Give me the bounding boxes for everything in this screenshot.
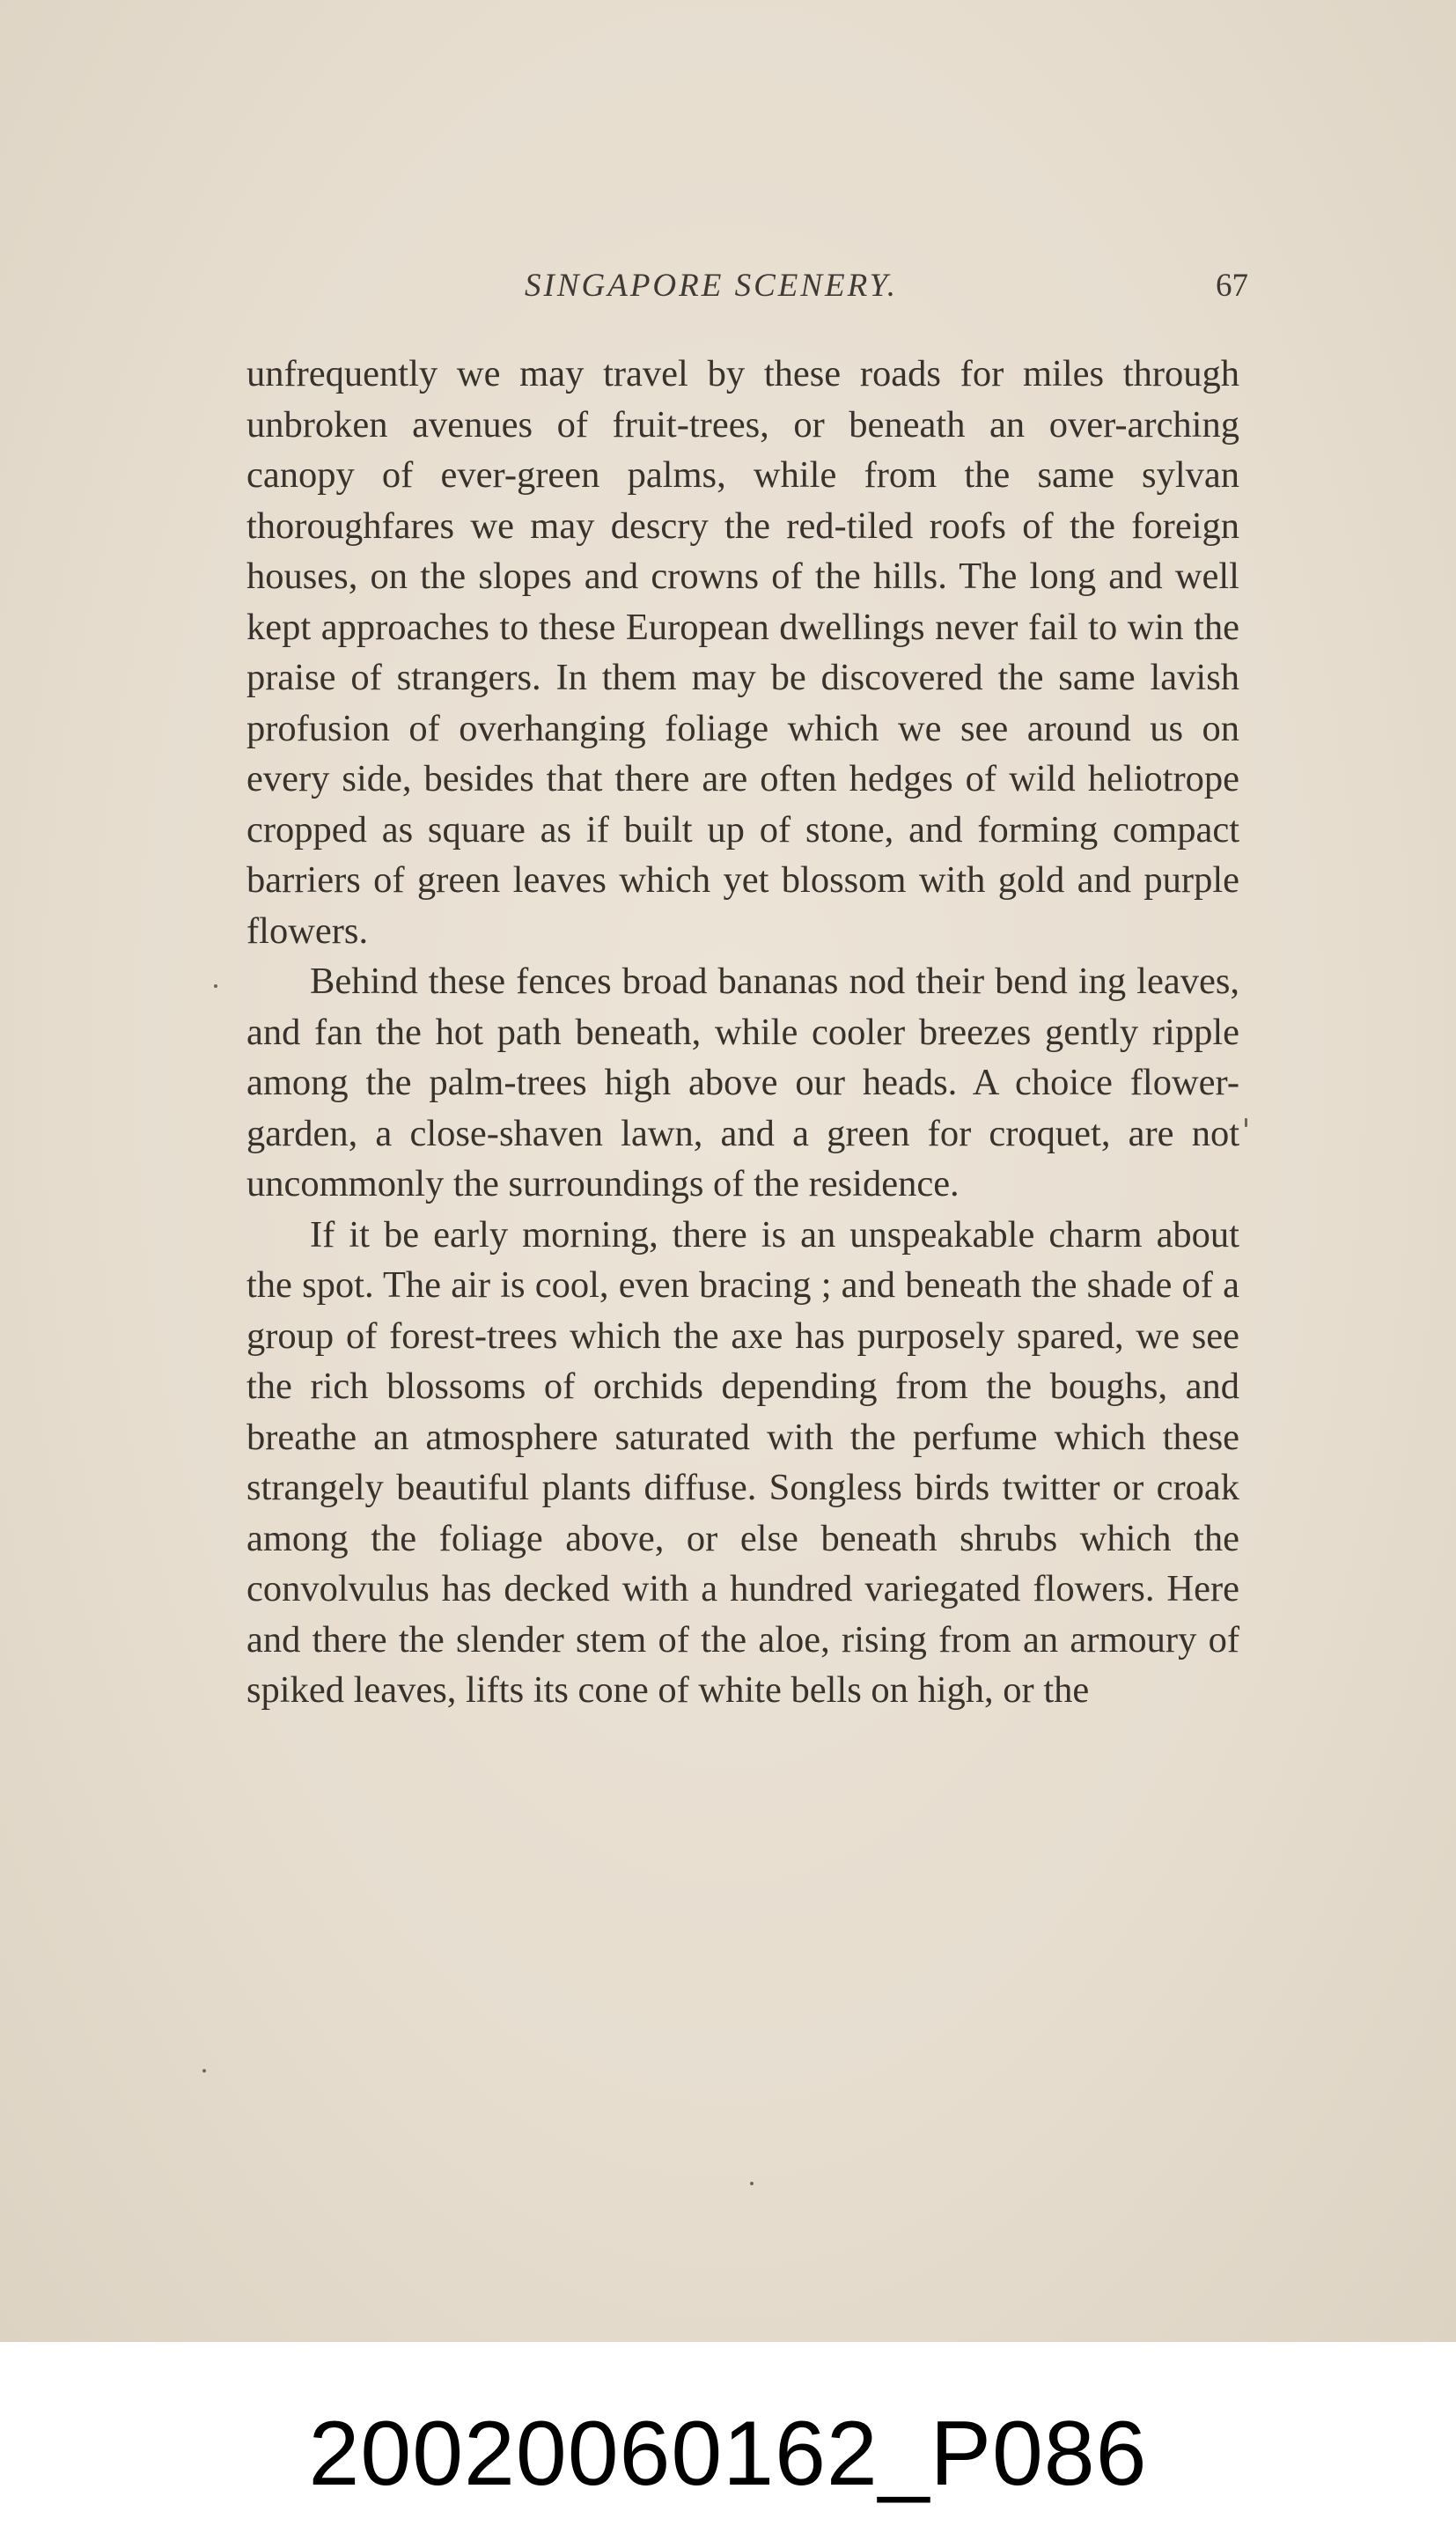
paragraph-continued: unfrequently we may travel by these roads for miles through unbroken avenues of fruit-trees, or beneath an over-arching canopy of ever-green palms, while from the same sylvan thoroughfares we may descry the red-tiled roofs of the foreign houses, on the slopes and crowns of the hills. The long and well kept approaches to these European dwellings never fail to win the praise of strangers. In them may be discovered the same lavish profusion of overhanging foliage which we see around us on every side, besides that there are often hedges of wild heliotrope cropped as square as if built up of stone, and forming compact barriers of green leaves which yet blossom with gold and purple flowers.: [246, 353, 1239, 952]
page-header: [250, 267, 1248, 320]
paragraph-behind-fences: Behind these fences broad bananas nod their bend ing leaves, and fan the hot path beneath, while cooler breezes gently ripple among the palm-trees high above our heads. A choice flower-garden, a close-shaven lawn, and a green for croquet, are not uncommonly the surroundings of the residence.: [246, 961, 1239, 1204]
paper-speck: [1245, 1118, 1247, 1127]
paragraph-early-morning: If it be early morning, there is an unspeakable charm about the spot. The air is cool, even bracing ; and beneath the shade of a group of forest-trees which the axe has purposely spared, we see the rich blossoms of orchids depending from the boughs, and breathe an atmosphere saturated with the perfume which these strangely beautiful plants diffuse. Songless birds twitter or croak among the foliage above, or else beneath shrubs which the convolvulus has decked with a hundred variegated flowers. Here and there the slender stem of the aloe, rising from an armoury of spiked leaves, lifts its cone of white bells on high, or the: [246, 1213, 1239, 1711]
image-id-label: 20020060162_P086: [308, 2403, 1148, 2505]
paper-speck: [202, 2069, 206, 2073]
image-label-strip: [0, 2342, 1456, 2548]
running-title: SINGAPORE SCENERY.: [525, 268, 899, 304]
paper-speck: [750, 2182, 754, 2185]
page-number: 67: [1216, 268, 1248, 304]
paper-speck: [214, 984, 217, 988]
body-text: [246, 349, 1239, 1716]
